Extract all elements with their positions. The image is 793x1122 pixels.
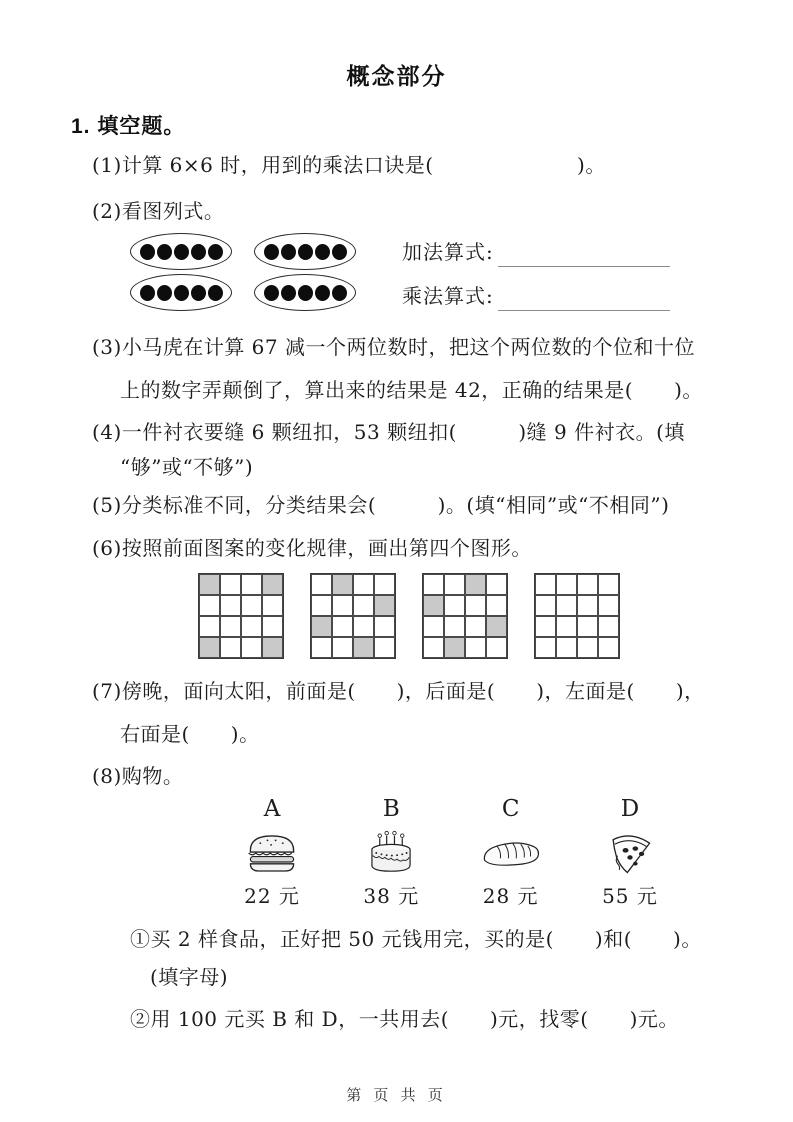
dot xyxy=(332,285,347,301)
item-price: 38 元 xyxy=(363,884,420,908)
grid-cell xyxy=(577,574,598,595)
item-letter: D xyxy=(620,796,640,822)
pattern-grids-figure xyxy=(198,573,620,659)
dot xyxy=(157,244,172,260)
dot xyxy=(298,285,313,301)
grid-cell xyxy=(444,637,465,658)
grid-cell xyxy=(262,616,283,637)
grid-cell xyxy=(598,595,619,616)
grid-cell xyxy=(262,595,283,616)
grid-cell xyxy=(332,616,353,637)
grid-cell xyxy=(332,574,353,595)
dot-group-oval xyxy=(130,233,232,270)
grid-cell xyxy=(577,637,598,658)
grid-cell xyxy=(556,574,577,595)
section-heading: 1. 填空题。 xyxy=(71,115,186,138)
grid-cell xyxy=(486,595,507,616)
grid-cell xyxy=(598,637,619,658)
shop-item-C xyxy=(459,796,563,908)
grid-cell xyxy=(311,637,332,658)
item-price: 28 元 xyxy=(482,884,539,908)
dot xyxy=(140,244,155,260)
grid-cell xyxy=(353,637,374,658)
page-footer: 第 页 共 页 xyxy=(346,1087,447,1104)
grid-cell xyxy=(220,574,241,595)
question-4-line2: “够”或“不够”) xyxy=(120,455,254,479)
grid-cell xyxy=(220,595,241,616)
grid-cell xyxy=(577,616,598,637)
dot xyxy=(191,244,206,260)
grid-cell xyxy=(199,616,220,637)
item-letter: B xyxy=(382,796,400,822)
grid-cell xyxy=(444,616,465,637)
question-8-label: (8)购物。 xyxy=(92,764,184,788)
grid-cell xyxy=(332,595,353,616)
dot-groups-figure xyxy=(130,233,356,311)
grid-cell xyxy=(598,574,619,595)
grid-cell xyxy=(374,574,395,595)
grid-cell xyxy=(486,574,507,595)
addition-blank-line xyxy=(498,240,670,267)
grid-cell xyxy=(241,574,262,595)
dot xyxy=(298,244,313,260)
grid-cell xyxy=(556,637,577,658)
grid-cell xyxy=(374,616,395,637)
dot xyxy=(208,285,223,301)
grid-cell xyxy=(465,595,486,616)
multiplication-label: 乘法算式: xyxy=(402,284,494,308)
pizza-icon xyxy=(578,824,682,882)
grid-cell xyxy=(332,637,353,658)
grid-cell xyxy=(423,595,444,616)
grid-cell xyxy=(262,574,283,595)
dot xyxy=(315,244,330,260)
item-letter: A xyxy=(263,796,281,822)
item-letter: C xyxy=(501,796,520,822)
grid-cell xyxy=(353,574,374,595)
grid-cell xyxy=(241,595,262,616)
grid-cell xyxy=(423,616,444,637)
grid-cell xyxy=(423,574,444,595)
question-4-line1: (4)一件衬衣要缝 6 颗纽扣，53 颗纽扣( )缝 9 件衬衣。(填 xyxy=(92,420,685,444)
grid-cell xyxy=(535,574,556,595)
shop-item-D xyxy=(578,796,682,908)
question-7-line2: 右面是( )。 xyxy=(120,722,260,746)
dot-group-oval xyxy=(254,274,356,311)
grid-cell xyxy=(241,616,262,637)
dot xyxy=(332,244,347,260)
grid-cell xyxy=(311,595,332,616)
shop-item-B xyxy=(339,796,443,908)
question-1: (1)计算 6×6 时，用到的乘法口诀是( )。 xyxy=(92,153,606,177)
grid-cell xyxy=(374,637,395,658)
grid-cell xyxy=(220,616,241,637)
addition-formula-row xyxy=(402,237,670,267)
grid-cell xyxy=(577,595,598,616)
question-8-sub1-line1: ①买 2 样食品，正好把 50 元钱用完，买的是( )和( )。 xyxy=(130,927,702,951)
multiplication-blank-line xyxy=(498,284,670,311)
grid-cell xyxy=(241,637,262,658)
item-price: 22 元 xyxy=(244,884,300,908)
grid-cell xyxy=(220,637,241,658)
question-5: (5)分类标准不同，分类结果会( )。(填“相同”或“不相同”) xyxy=(92,493,670,517)
shop-items-figure xyxy=(220,796,682,908)
grid-cell xyxy=(374,595,395,616)
question-8-sub1-line2: (填字母) xyxy=(150,965,229,989)
dot xyxy=(140,285,155,301)
grid-cell xyxy=(311,574,332,595)
grid-cell xyxy=(423,637,444,658)
pattern-grid-1 xyxy=(198,573,284,659)
question-3-line1: (3)小马虎在计算 67 减一个两位数时，把这个两位数的个位和十位 xyxy=(92,335,695,359)
dot xyxy=(281,244,296,260)
dot-group-oval xyxy=(254,233,356,270)
grid-cell xyxy=(486,637,507,658)
item-price: 55 元 xyxy=(602,884,658,908)
dot xyxy=(315,285,330,301)
grid-cell xyxy=(598,616,619,637)
grid-cell xyxy=(465,574,486,595)
dot xyxy=(174,285,189,301)
grid-cell xyxy=(465,637,486,658)
grid-cell xyxy=(444,574,465,595)
grid-cell xyxy=(465,616,486,637)
addition-label: 加法算式: xyxy=(402,240,494,264)
dot xyxy=(191,285,206,301)
grid-cell xyxy=(486,616,507,637)
question-6: (6)按照前面图案的变化规律，画出第四个图形。 xyxy=(92,536,532,560)
dot xyxy=(264,244,279,260)
question-2-label: (2)看图列式。 xyxy=(92,199,225,223)
dot xyxy=(157,285,172,301)
grid-cell xyxy=(199,595,220,616)
grid-cell xyxy=(311,616,332,637)
grid-cell xyxy=(556,616,577,637)
grid-cell xyxy=(199,637,220,658)
hamburger-icon xyxy=(220,824,324,882)
grid-cell xyxy=(353,595,374,616)
dot xyxy=(264,285,279,301)
grid-cell xyxy=(353,616,374,637)
dot xyxy=(281,285,296,301)
question-7-line1: (7)傍晚，面向太阳，前面是( )，后面是( )，左面是( )， xyxy=(92,679,705,703)
pattern-grid-4 xyxy=(534,573,620,659)
question-3-line2: 上的数字弄颠倒了，算出来的结果是 42，正确的结果是( )。 xyxy=(120,378,703,402)
dot xyxy=(174,244,189,260)
grid-cell xyxy=(262,637,283,658)
grid-cell xyxy=(444,595,465,616)
dot-group-oval xyxy=(130,274,232,311)
shop-item-A xyxy=(220,796,324,908)
page-title: 概念部分 xyxy=(346,63,447,89)
grid-cell xyxy=(535,595,556,616)
grid-cell xyxy=(556,595,577,616)
pattern-grid-2 xyxy=(310,573,396,659)
multiplication-formula-row xyxy=(402,281,670,311)
pattern-grid-3 xyxy=(422,573,508,659)
dot xyxy=(208,244,223,260)
question-8-sub2: ②用 100 元买 B 和 D，一共用去( )元，找零( )元。 xyxy=(130,1007,679,1031)
grid-cell xyxy=(535,616,556,637)
grid-cell xyxy=(535,637,556,658)
cake-icon xyxy=(339,824,443,882)
grid-cell xyxy=(199,574,220,595)
bread-icon xyxy=(459,824,563,882)
